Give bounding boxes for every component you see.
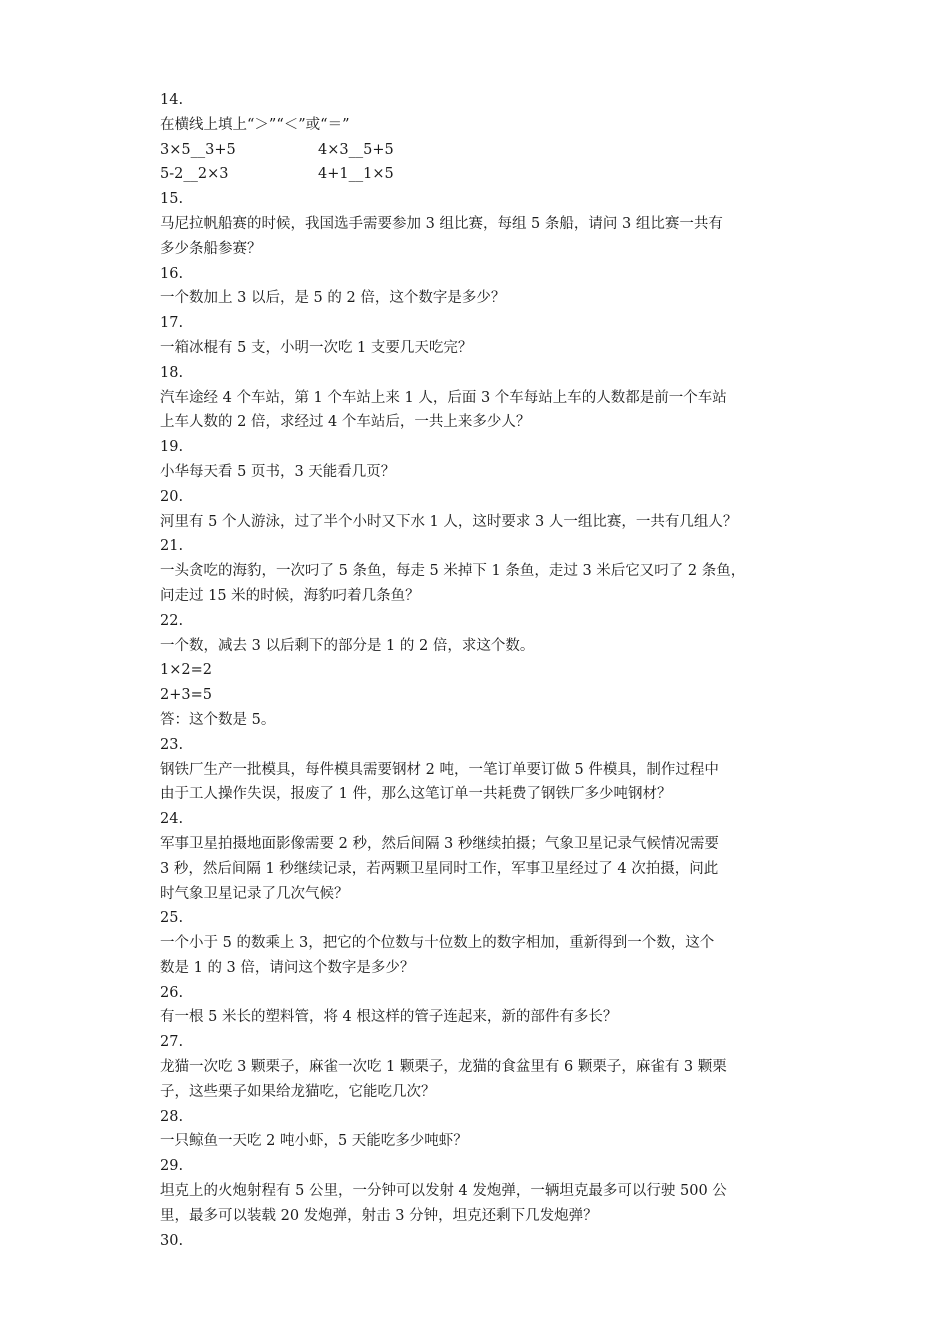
question-text: 数是 1 的 3 倍，请问这个数字是多少？ bbox=[160, 959, 415, 976]
question-text: 一个小于 5 的数乘上 3，把它的个位数与十位数上的数字相加，重新得到一个数，这个 bbox=[160, 935, 715, 952]
question-number: 16. bbox=[160, 265, 184, 282]
question-text: 一个数，减去 3 以后剩下的部分是 1 的 2 倍，求这个数。 bbox=[160, 637, 535, 654]
question-text: 时气象卫星记录了几次气候？ bbox=[160, 885, 349, 902]
question-number: 20. bbox=[160, 488, 184, 505]
question-text: 坦克上的火炮射程有 5 公里，一分钟可以发射 4 发炮弹，一辆坦克最多可以行驶 500 公 bbox=[160, 1183, 727, 1200]
question-text: 多少条船参赛？ bbox=[160, 240, 262, 257]
question-text: 马尼拉帆船赛的时候，我国选手需要参加 3 组比赛，每组 5 条船，请问 3 组比赛一共有 bbox=[160, 215, 723, 232]
question-text: 河里有 5 个人游泳，过了半个小时又下水 1 人，这时要求 3 人一组比赛，一共有几组人？ bbox=[160, 513, 738, 530]
question-number: 17. bbox=[160, 315, 184, 332]
question-text: 一箱冰棍有 5 支，小明一次吃 1 支要几天吃完？ bbox=[160, 339, 473, 356]
comparison-item: 4+1__1×5 bbox=[318, 166, 394, 183]
question-number: 25. bbox=[160, 910, 184, 927]
question-number: 29. bbox=[160, 1158, 184, 1175]
question-text: 问走过 15 米的时候，海豹叼着几条鱼？ bbox=[160, 587, 420, 604]
comparison-row bbox=[160, 162, 800, 187]
question-text: 钢铁厂生产一批模具，每件模具需要钢材 2 吨，一笔订单要订做 5 件模具，制作过程中 bbox=[160, 761, 719, 778]
comparison-item: 4×3__5+5 bbox=[318, 141, 394, 158]
question-number: 19. bbox=[160, 439, 184, 456]
question-number: 21. bbox=[160, 538, 184, 555]
question-number: 23. bbox=[160, 736, 184, 753]
question-number: 14. bbox=[160, 92, 184, 108]
question-number: 24. bbox=[160, 811, 184, 828]
solution-step: 2+3=5 bbox=[160, 687, 212, 704]
question-text: 有一根 5 米长的塑料管，将 4 根这样的管子连起来，新的部件有多长？ bbox=[160, 1009, 618, 1026]
question-number: 15. bbox=[160, 191, 184, 208]
solution-answer: 答：这个数是 5。 bbox=[160, 711, 276, 728]
question-text: 由于工人操作失误，报废了 1 件，那么这笔订单一共耗费了钢铁厂多少吨钢材？ bbox=[160, 786, 672, 803]
question-text: 在横线上填上“＞”“＜”或“＝” bbox=[160, 116, 350, 133]
comparison-item: 3×5__3+5 bbox=[160, 141, 236, 158]
question-text: 龙猫一次吃 3 颗栗子，麻雀一次吃 1 颗栗子，龙猫的食盆里有 6 颗栗子，麻雀有 3 颗栗 bbox=[160, 1059, 727, 1076]
question-text: 汽车途经 4 个车站，第 1 个车站上来 1 人，后面 3 个车每站上车的人数都是前一个车站 bbox=[160, 389, 727, 406]
question-number: 28. bbox=[160, 1108, 184, 1125]
question-text: 小华每天看 5 页书，3 天能看几页？ bbox=[160, 463, 396, 480]
question-text: 子，这些栗子如果给龙猫吃，它能吃几次？ bbox=[160, 1083, 436, 1100]
comparison-item: 5-2__2×3 bbox=[160, 166, 229, 183]
comparison-row bbox=[160, 138, 800, 163]
solution-step: 1×2=2 bbox=[160, 662, 212, 679]
question-number: 26. bbox=[160, 984, 184, 1001]
question-number: 18. bbox=[160, 364, 184, 381]
question-text: 3 秒，然后间隔 1 秒继续记录，若两颗卫星同时工作，军事卫星经过了 4 次拍摄，问此 bbox=[160, 860, 719, 877]
question-text: 上车人数的 2 倍，求经过 4 个车站后，一共上来多少人？ bbox=[160, 414, 531, 431]
question-text: 一头贪吃的海豹，一次叼了 5 条鱼，每走 5 米掉下 1 条鱼，走过 3 米后它又叼了 2 条鱼， bbox=[160, 563, 746, 580]
question-number: 22. bbox=[160, 612, 184, 629]
question-list bbox=[160, 88, 800, 1253]
question-text: 一个数加上 3 以后，是 5 的 2 倍，这个数字是多少？ bbox=[160, 290, 506, 307]
question-text: 军事卫星拍摄地面影像需要 2 秒，然后间隔 3 秒继续拍摄；气象卫星记录气候情况需要 bbox=[160, 835, 719, 852]
question-text: 一只鲸鱼一天吃 2 吨小虾，5 天能吃多少吨虾？ bbox=[160, 1133, 468, 1150]
question-number: 30. bbox=[160, 1232, 184, 1249]
question-number: 27. bbox=[160, 1034, 184, 1051]
question-text: 里，最多可以装载 20 发炮弹，射击 3 分钟，坦克还剩下几发炮弹？ bbox=[160, 1207, 598, 1224]
